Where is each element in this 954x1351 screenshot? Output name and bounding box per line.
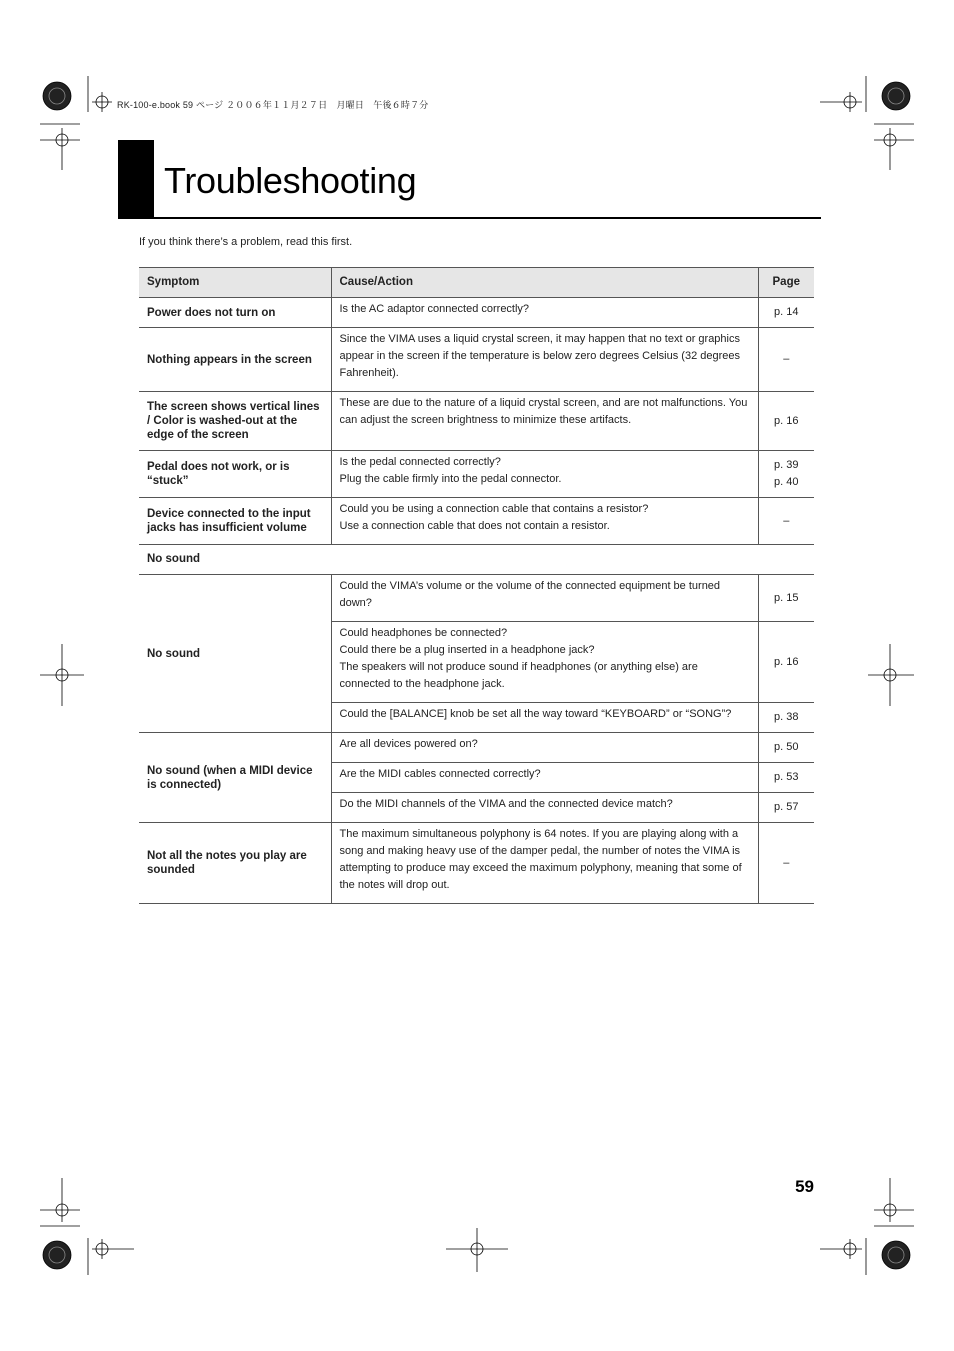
page-cell xyxy=(758,451,814,498)
cause-line: Are the MIDI cables connected correctly? xyxy=(339,768,541,780)
cause-line: These are due to the nature of a liquid crystal screen, and are not malfunctions. You can adjust the screen brightness to minimize these artifacts. xyxy=(339,397,748,426)
cause-line: Do the MIDI channels of the VIMA and the connected device match? xyxy=(339,798,673,810)
cause-line: Could you be using a connection cable that contains a resistor? xyxy=(339,503,649,515)
cause-cell xyxy=(331,763,758,793)
cause-line: Is the pedal connected correctly? xyxy=(339,456,501,468)
cause-cell xyxy=(331,703,758,733)
cause-cell xyxy=(331,298,758,328)
section-header-row xyxy=(139,545,814,575)
table-row xyxy=(139,298,814,328)
cause-line: Since the VIMA uses a liquid crystal screen, it may happen that no text or graphics appear in the screen if the temperature is below zero degrees Celsius (32 degrees Fahrenheit). xyxy=(339,333,741,379)
page-ref: – xyxy=(783,514,790,527)
table-row xyxy=(139,823,814,904)
page-cell: p. 50 xyxy=(758,733,814,763)
cause-cell xyxy=(331,823,758,904)
symptom-cell: Power does not turn on xyxy=(139,298,331,328)
page-cell xyxy=(758,498,814,545)
symptom-cell: No sound xyxy=(139,575,331,733)
page-cell: p. 16 xyxy=(758,622,814,703)
page-cell: p. 53 xyxy=(758,763,814,793)
cause-line: Plug the cable firmly into the pedal connector. xyxy=(339,473,562,485)
page-ref: p. 39 xyxy=(774,459,799,471)
cause-cell xyxy=(331,392,758,451)
page-cell xyxy=(758,392,814,451)
table-row xyxy=(139,392,814,451)
page-ref: p. 14 xyxy=(774,306,799,318)
troubleshooting-table xyxy=(139,267,814,904)
page-ref: p. 40 xyxy=(774,476,799,488)
cause-cell xyxy=(331,451,758,498)
cause-line: Could headphones be connected? xyxy=(339,627,508,639)
symptom-cell: Nothing appears in the screen xyxy=(139,328,331,392)
page-number: 59 xyxy=(795,1177,814,1196)
page-ref: p. 16 xyxy=(774,414,799,427)
cause-line: The maximum simultaneous polyphony is 64 notes. If you are playing along with a song and making heavy use of the damper pedal, the number of notes the VIMA is attempting to produce may exceed the maximum polyphony, meaning that some of the notes will drop out. xyxy=(339,828,742,891)
intro-text: If you think there’s a problem, read this first. xyxy=(139,236,353,248)
cause-line: The speakers will not produce sound if headphones (or anything else) are connected to the headphone jack. xyxy=(339,661,698,690)
page-ref: – xyxy=(783,353,790,365)
header-symptom: Symptom xyxy=(139,268,331,298)
print-header: RK-100-e.book 59 ページ ２００６年１１月２７日 月曜日 午後６時７分 xyxy=(117,100,429,110)
page-cell: p. 15 xyxy=(758,575,814,622)
title-marker-block xyxy=(118,140,154,218)
cause-line: Are all devices powered on? xyxy=(339,738,478,750)
page-cell xyxy=(758,298,814,328)
cause-cell xyxy=(331,733,758,763)
table-row xyxy=(139,498,814,545)
page-title: Troubleshooting xyxy=(164,160,417,201)
cause-line: Could the [BALANCE] knob be set all the way toward “KEYBOARD” or “SONG”? xyxy=(339,708,732,720)
table-row xyxy=(139,733,814,763)
page-cell: – xyxy=(758,823,814,904)
header-cause: Cause/Action xyxy=(331,268,758,298)
header-page: Page xyxy=(758,268,814,298)
table-row xyxy=(139,451,814,498)
symptom-cell: Not all the notes you play are sounded xyxy=(139,823,331,904)
page-cell xyxy=(758,328,814,392)
cause-cell xyxy=(331,498,758,545)
title-rule xyxy=(118,217,821,219)
cause-cell xyxy=(331,622,758,703)
cause-cell xyxy=(331,793,758,823)
table-row xyxy=(139,328,814,392)
cause-line: Use a connection cable that does not contain a resistor. xyxy=(339,520,610,532)
cause-cell xyxy=(331,328,758,392)
cause-line: Could there be a plug inserted in a headphone jack? xyxy=(339,644,595,656)
symptom-cell: Device connected to the input jacks has insufficient volume xyxy=(139,498,331,545)
cause-line: Could the VIMA’s volume or the volume of the connected equipment be turned down? xyxy=(339,580,721,609)
table-row xyxy=(139,575,814,622)
cause-cell xyxy=(331,575,758,622)
symptom-cell: Pedal does not work, or is “stuck” xyxy=(139,451,331,498)
table-header-row xyxy=(139,268,814,298)
page-cell: p. 38 xyxy=(758,703,814,733)
page-cell: p. 57 xyxy=(758,793,814,823)
symptom-cell: The screen shows vertical lines / Color is washed-out at the edge of the screen xyxy=(139,392,331,451)
section-label: No sound xyxy=(139,545,814,575)
cause-line: Is the AC adaptor connected correctly? xyxy=(339,303,530,315)
symptom-cell: No sound (when a MIDI device is connected) xyxy=(139,733,331,823)
